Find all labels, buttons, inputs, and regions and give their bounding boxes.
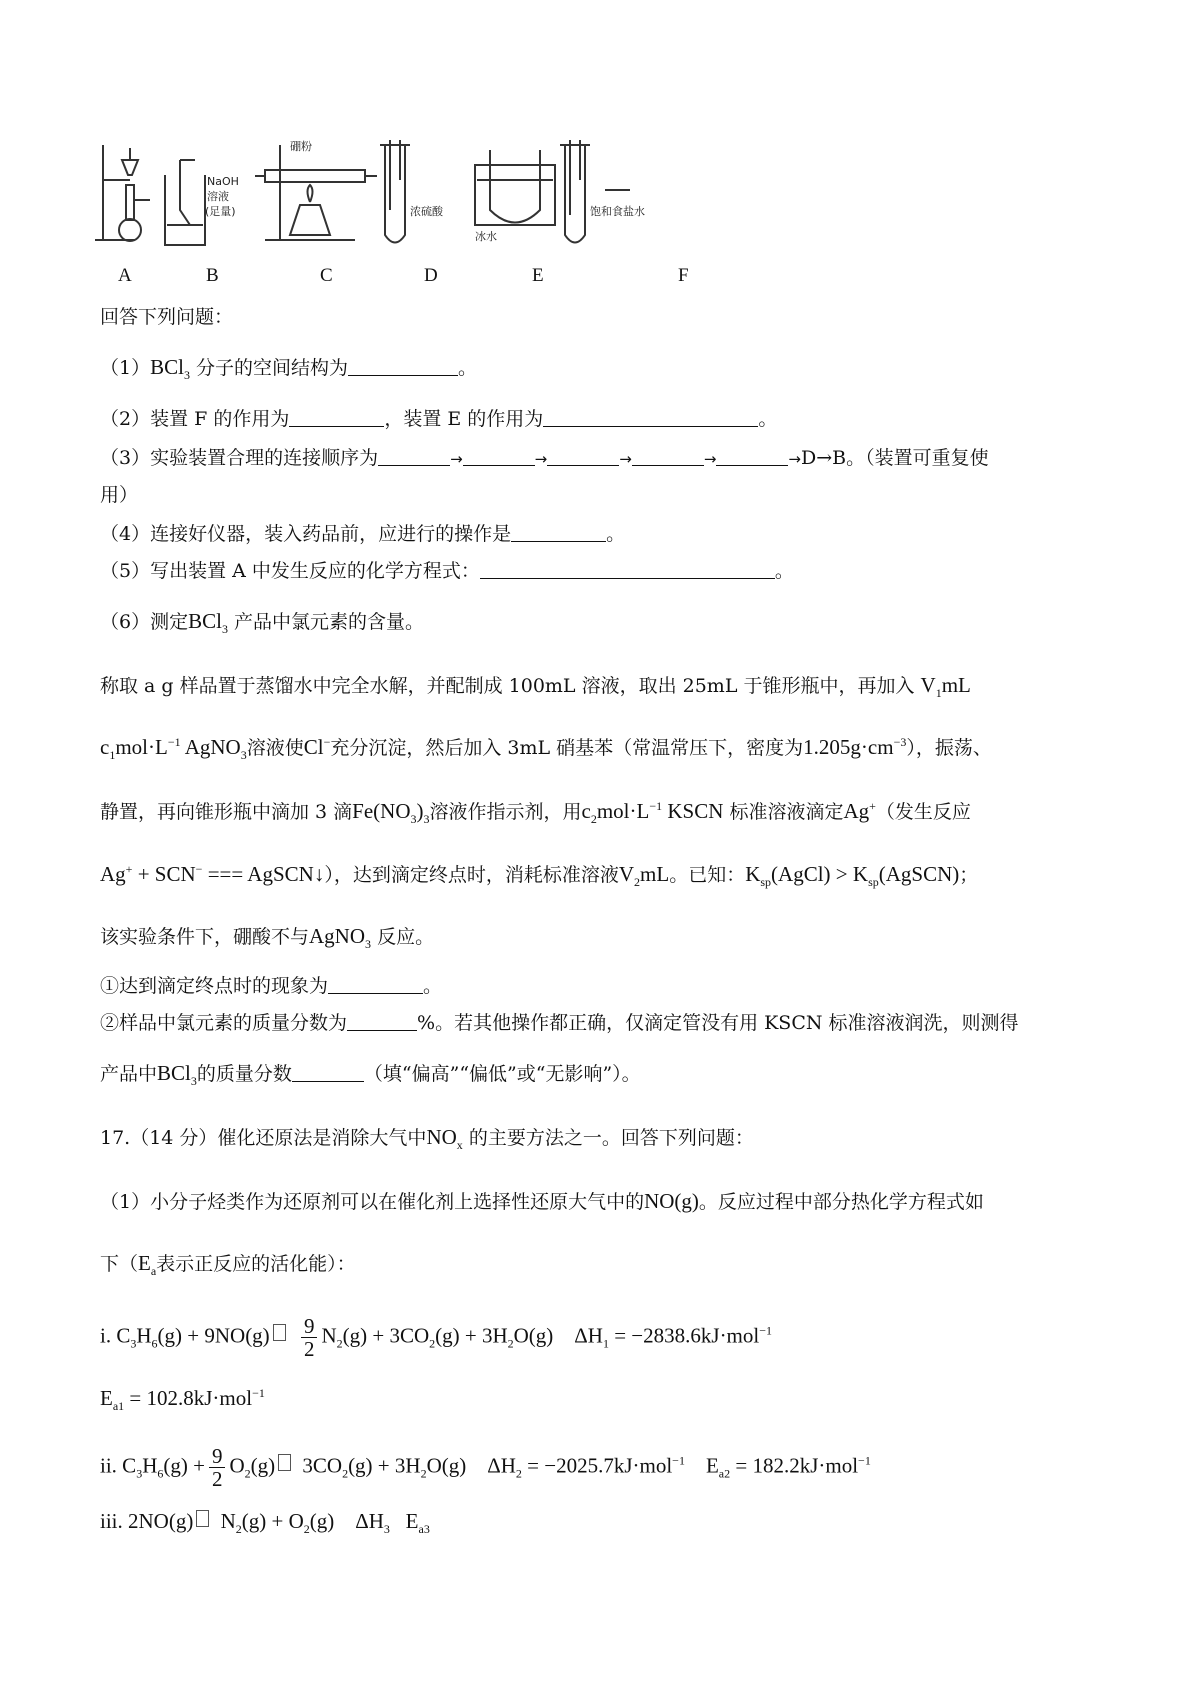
apparatus-label-c: C bbox=[320, 265, 333, 286]
question-4: （4）连接好仪器，装入药品前，应进行的操作是 。 bbox=[100, 523, 626, 545]
fraction: $\frac{9}{2}$ bbox=[301, 1315, 318, 1360]
apparatus-c-drawing bbox=[255, 145, 377, 240]
apparatus-label-f: F bbox=[678, 265, 689, 286]
answer-blank bbox=[511, 523, 606, 542]
answer-blank bbox=[480, 560, 775, 579]
question-17: 17.（14 分）催化还原法是消除大气中$NO_x$ 的主要方法之一。回答下列问题： bbox=[100, 1125, 754, 1152]
answer-blank bbox=[716, 447, 788, 466]
equation-i: i. $C_3H_6(g) + 9NO(g)$ $\frac{9}{2}$ $N_2(g) + 3CO_2(g) + 3H_2O(g)$ $\Delta H_1 = -2838.6kJ\cdot mol^{-1}$ bbox=[100, 1314, 773, 1361]
question-2: （2）装置 F 的作用为 ，装置 E 的作用为 。 bbox=[100, 408, 778, 430]
icewater-annotation: 冰水 bbox=[475, 230, 497, 243]
apparatus-a-drawing bbox=[95, 145, 150, 241]
apparatus-label-e: E bbox=[532, 265, 544, 286]
intro-line: 回答下列问题： bbox=[100, 306, 234, 328]
apparatus-e-drawing bbox=[475, 150, 555, 225]
subquestion-2-continued: 产品中BCl$_3$的质量分数 （填“偏高”“偏低”或“无影响”）。 bbox=[100, 1061, 641, 1088]
bcl3-formula: BCl$_3$ bbox=[188, 609, 228, 636]
subquestion-2: ②样品中氯元素的质量分数为 %。若其他操作都正确，仅滴定管没有用 KSCN 标准溶液润洗，则测得 bbox=[100, 1012, 1019, 1034]
bcl3-formula: BCl$_3$ bbox=[150, 355, 190, 382]
reversible-arrow-placeholder bbox=[278, 1454, 291, 1471]
subquestion-1: ①达到滴定终点时的现象为 。 bbox=[100, 975, 443, 997]
h2so4-annotation: 浓硫酸 bbox=[410, 205, 443, 218]
question-1: （1）BCl$_3$ 分子的空间结构为 。 bbox=[100, 355, 478, 382]
apparatus-label-b: B bbox=[206, 265, 219, 286]
answer-blank bbox=[378, 447, 450, 466]
boron-annotation: 硼粉 bbox=[290, 140, 312, 153]
brine-annotation: 饱和食盐水 bbox=[590, 205, 645, 218]
equation-iii: iii. 2NO(g) $N_2(g) + O_2(g)$ $\Delta H_3$ $E_{a3}$ bbox=[100, 1509, 430, 1536]
procedure-line-3: 静置，再向锥形瓶中滴加 3 滴$Fe(NO_3)_3$溶液作指示剂，用$c_2mol\cdot L^{-1}$ KSCN 标准溶液滴定Ag+（发生反应 bbox=[100, 799, 971, 826]
naoh-annotation-2: 溶液 bbox=[207, 190, 229, 203]
question-3: （3）实验装置合理的连接顺序为 → → → → →D→B。（装置可重复使 bbox=[100, 447, 989, 469]
answer-blank bbox=[289, 408, 384, 427]
reversible-arrow-placeholder bbox=[273, 1324, 286, 1341]
question-6: （6）测定BCl$_3$ 产品中氯元素的含量。 bbox=[100, 609, 425, 636]
answer-blank bbox=[348, 357, 458, 376]
procedure-line-5: 该实验条件下，硼酸不与AgNO$_3$ 反应。 bbox=[100, 924, 435, 951]
procedure-line-1: 称取 a g 样品置于蒸馏水中完全水解，并配制成 100mL 溶液，取出 25mL 于锥形瓶中，再加入 $V_1mL$ bbox=[100, 673, 971, 700]
equation-i-activation: $E_{a1} = 102.8kJ\cdot mol^{-1}$ bbox=[100, 1386, 265, 1413]
answer-blank bbox=[292, 1063, 364, 1082]
reversible-arrow-placeholder bbox=[196, 1510, 209, 1527]
apparatus-label-a: A bbox=[118, 265, 132, 286]
apparatus-f-drawing bbox=[560, 140, 630, 243]
procedure-line-4: Ag+ + SCN− === AgSCN↓），达到滴定终点时，消耗标准溶液$V_2mL$。已知：$K_{sp}(AgCl)$ > $K_{sp}(AgSCN)$； bbox=[100, 862, 979, 889]
procedure-line-2: $c_1mol\cdot L^{-1}$ AgNO$_3$溶液使Cl−充分沉淀，然后加入 3mL 硝基苯（常温常压下，密度为$1.205g\cdot cm^{-3}$），振荡、 bbox=[100, 735, 992, 762]
question-5: （5）写出装置 A 中发生反应的化学方程式： 。 bbox=[100, 560, 794, 582]
fraction: $\frac{9}{2}$ bbox=[209, 1445, 226, 1490]
answer-blank bbox=[543, 408, 758, 427]
equation-ii: ii. $C_3H_6(g)$ + $\frac{9}{2}$ $O_2(g) 3CO_2(g) + 3H_2O(g)$ $\Delta H_2 = -2025.7kJ\cdot mol^{-1}$ $E_{a2} = 182.2kJ\cdot mol^{-1}$ bbox=[100, 1444, 871, 1491]
question-17-1-continued: 下（$E_a$表示正反应的活化能）： bbox=[100, 1251, 356, 1278]
question-17-1: （1）小分子烃类作为还原剂可以在催化剂上选择性还原大气中的NO(g)。反应过程中部分热化学方程式如 bbox=[100, 1189, 984, 1213]
naoh-annotation-3: (足量) bbox=[205, 205, 236, 218]
naoh-annotation-1: NaOH bbox=[207, 175, 239, 188]
answer-blank bbox=[463, 447, 535, 466]
answer-blank bbox=[328, 975, 423, 994]
apparatus-d-drawing bbox=[380, 140, 410, 243]
answer-blank bbox=[547, 447, 619, 466]
answer-blank bbox=[632, 447, 704, 466]
question-3-continued: 用） bbox=[100, 484, 139, 506]
apparatus-figure bbox=[95, 140, 735, 250]
answer-blank bbox=[347, 1012, 417, 1031]
apparatus-label-d: D bbox=[424, 265, 438, 286]
apparatus-b-drawing bbox=[165, 160, 205, 245]
